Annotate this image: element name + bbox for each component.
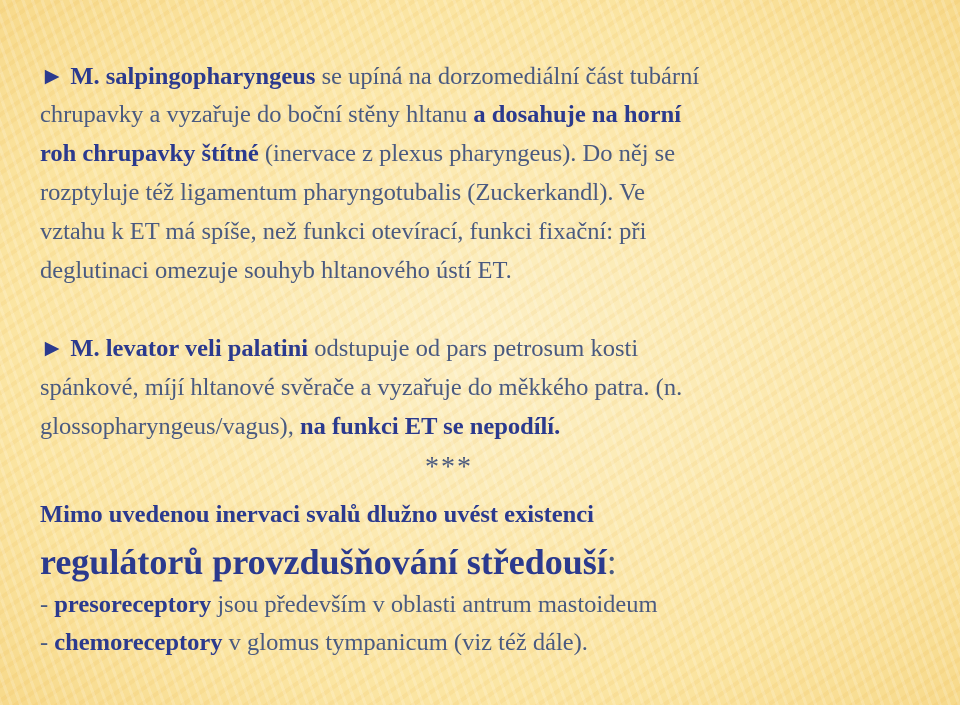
term-levator-veli-palatini: M. levator veli palatini [70, 335, 309, 362]
separator-stars: *** [425, 452, 473, 483]
p1-line-6: deglutinaci omezuje souhyb hltanového ústí ET. [40, 257, 512, 284]
p3-heading-colon: : [606, 542, 617, 582]
p3-text-3: jsou především v oblasti antrum mastoideum [211, 591, 658, 618]
p1-text-3: (inervace z plexus pharyngeus). Do něj se [258, 140, 676, 167]
triangle-bullet-icon: ► [40, 335, 65, 362]
p3-line-4 [40, 628, 588, 658]
p1-bold-2: a dosahuje na horní [473, 101, 682, 128]
p1-text-2: chrupavky a vyzařuje do boční stěny hltanu [40, 101, 474, 128]
p1-line-5: vztahu k ET má spíše, než funkci otevírací, funkci fixační: při [40, 218, 647, 245]
p1-bold-3: roh chrupavky štítné [40, 140, 259, 167]
p3-line-1: Mimo uvedenou inervaci svalů dlužno uvést existenci [40, 501, 594, 528]
p1-line-3 [40, 139, 675, 169]
p3-heading-text: regulátorů provzdušňování středouší [40, 542, 607, 582]
term-chemoreceptory: chemoreceptory [54, 629, 223, 656]
p1-text-1: se upíná na dorzomediální část tubární [315, 63, 700, 90]
p3-text-4: v glomus tympanicum (viz též dále). [222, 629, 588, 656]
p2-line-3 [40, 412, 560, 442]
dash: - [40, 591, 55, 618]
p1-line-1 [40, 62, 699, 92]
p2-line-1 [40, 334, 638, 364]
p2-text-3: glossopharyngeus/vagus), [40, 413, 300, 440]
p2-bold-3: na funkci ET se nepodílí. [299, 413, 561, 440]
term-salpingopharyngeus: M. salpingopharyngeus [70, 63, 316, 90]
triangle-bullet-icon: ► [40, 63, 65, 90]
p2-text-1: odstupuje od pars petrosum kosti [308, 335, 639, 362]
p1-line-2 [40, 100, 681, 130]
p1-line-4: rozptyluje též ligamentum pharyngotubalis (Zuckerkandl). Ve [40, 179, 646, 206]
p2-line-2: spánkové, míjí hltanové svěrače a vyzařuje do měkkého patra. (n. [40, 374, 683, 401]
p3-line-3 [40, 590, 658, 620]
dash: - [40, 629, 55, 656]
term-presoreceptory: presoreceptory [54, 591, 212, 618]
p3-heading [40, 542, 617, 582]
